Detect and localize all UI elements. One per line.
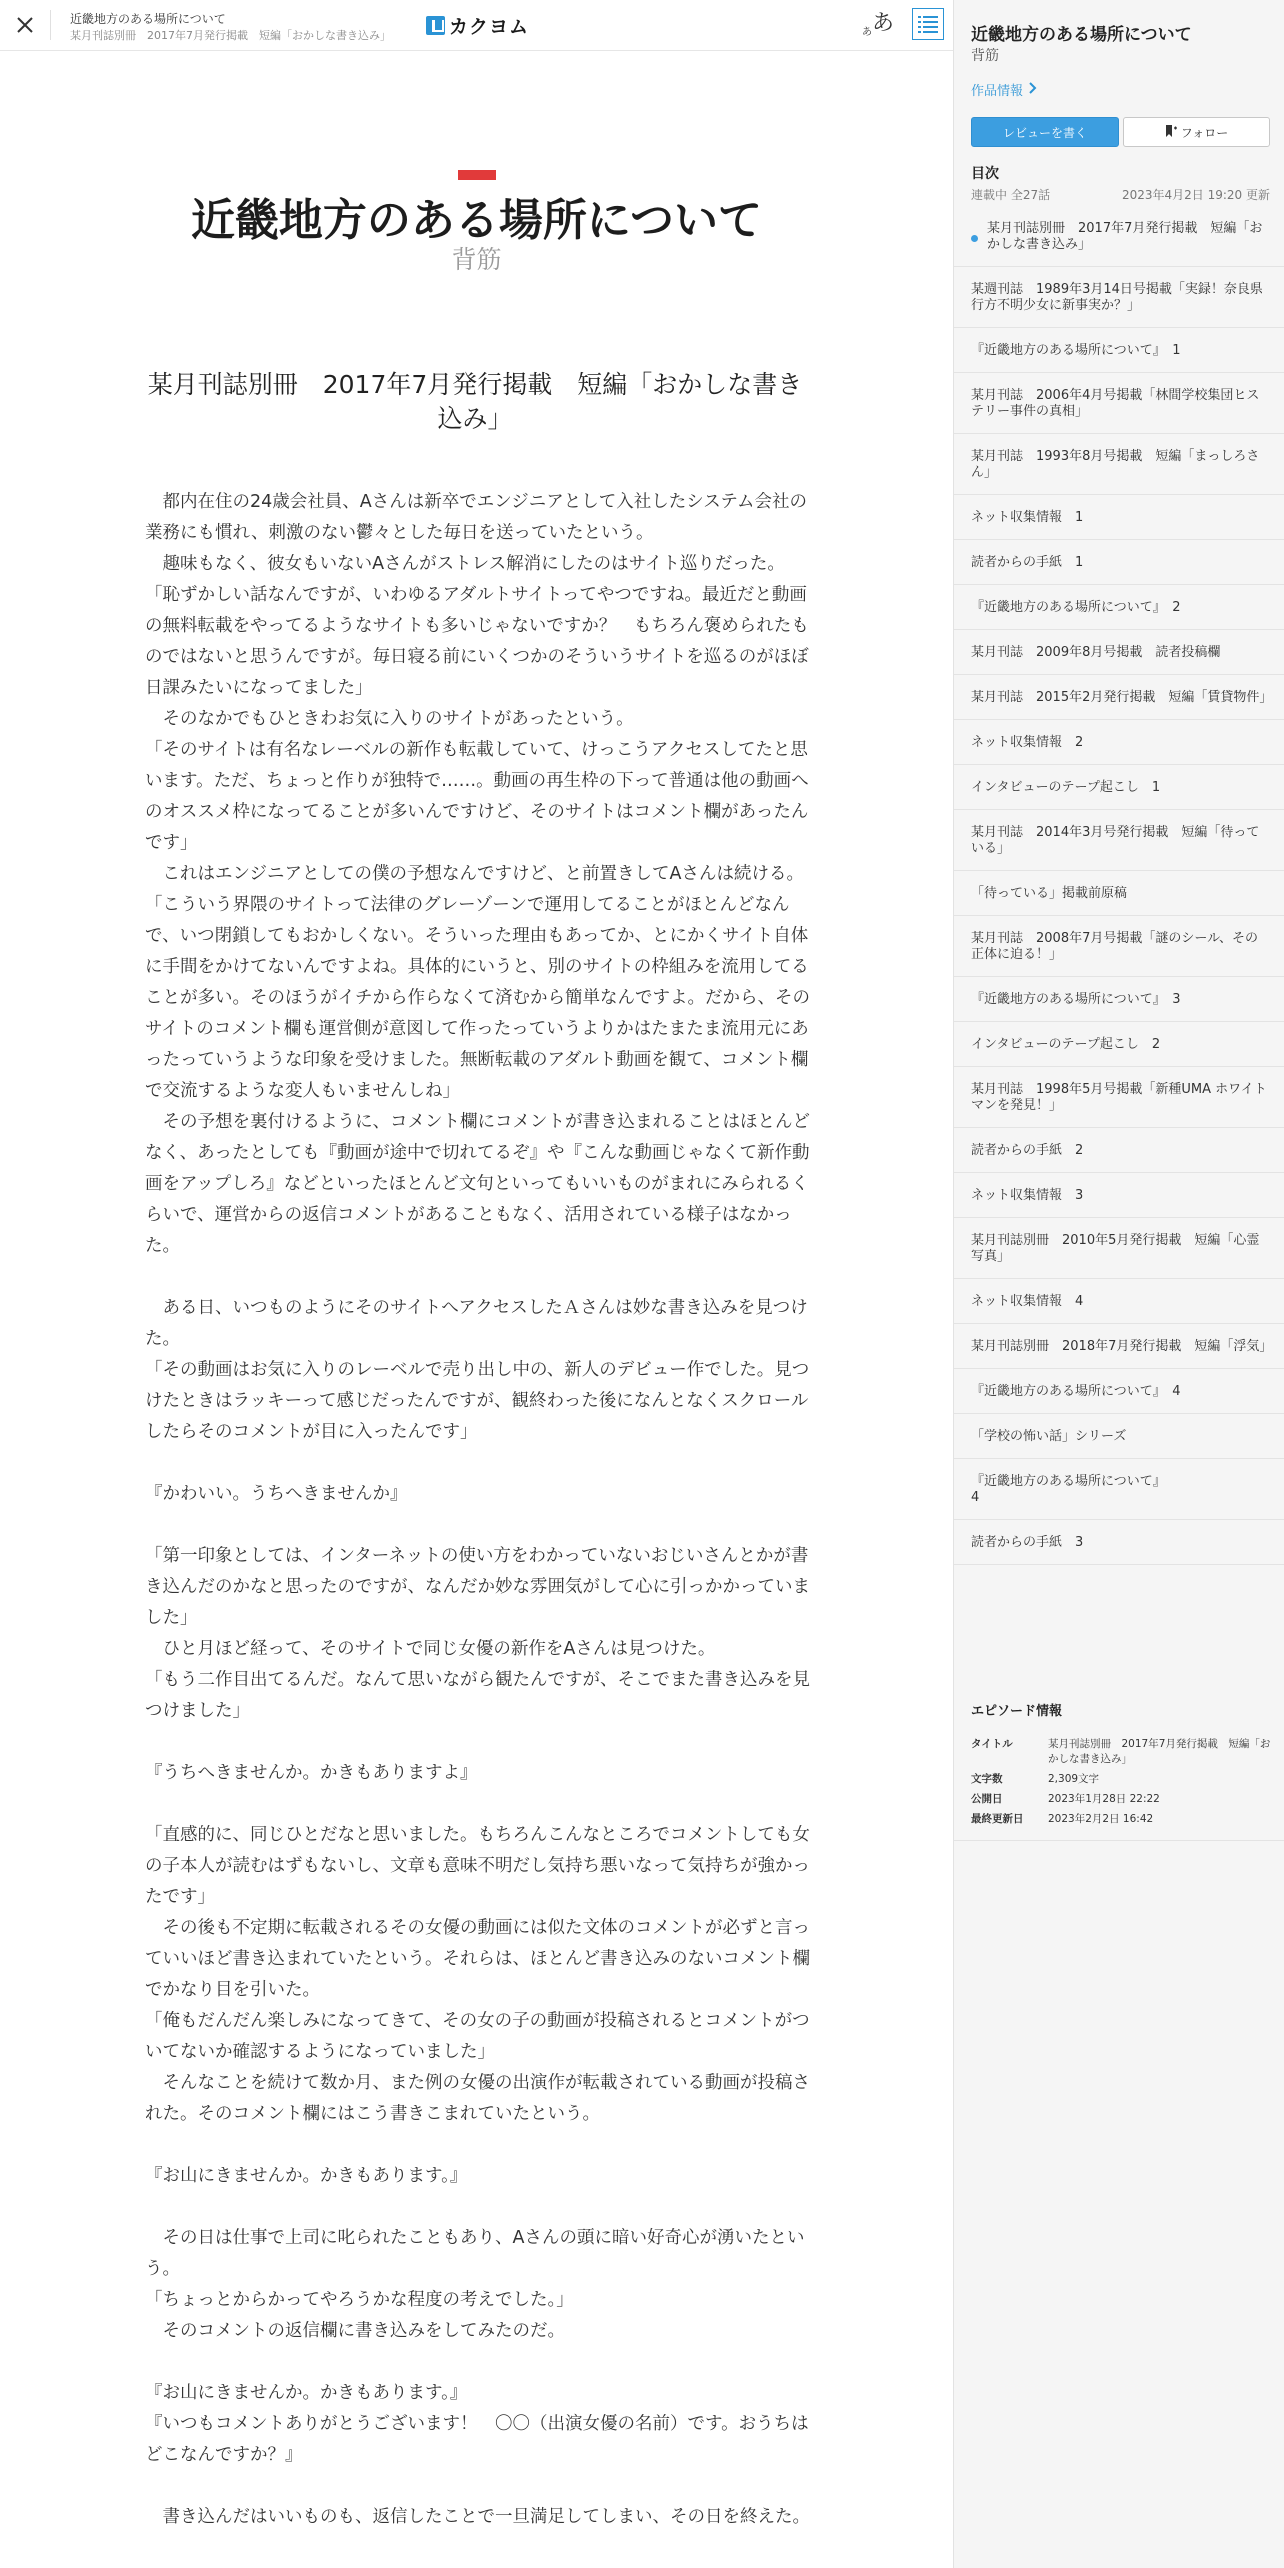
body-paragraph: そんなことを続けて数か月、また例の女優の出演作が転載されている動画が投稿された。そのコメント欄にはこう書きこまれていたという。	[145, 2073, 810, 2124]
toc-item[interactable]	[954, 585, 1284, 630]
follow-label: フォロー	[1180, 125, 1229, 140]
current-episode-dot-icon	[971, 235, 978, 242]
body-paragraph: 都内在住の24歳会社員、Aさんは新卒でエンジニアとして入社したシステム会社の業務にも慣れ、刺激のない鬱々とした毎日を送っていたという。	[145, 492, 808, 543]
body-paragraph: ひと月ほど経って、そのサイトで同じ女優の新作をAさんは見つけた。	[145, 1639, 716, 1659]
follow-button[interactable]	[1123, 117, 1270, 147]
font-size-button[interactable]	[862, 12, 898, 38]
body-paragraph: その予想を裏付けるように、コメント欄にコメントが書き込まれることはほとんどなく、あったとしても『動画が途中で切れてるぞ』や『こんな動画じゃなくて新作動画をアップしろ』などといったほとんど文句といってもいいものがまれにみられるくらいで、運営からの返信コメントがあることもなく、活用されている様子はなかった。	[145, 1112, 810, 1256]
toc-item[interactable]	[954, 765, 1284, 810]
episode-info-row	[971, 1772, 1271, 1787]
logo-text: カクヨム	[449, 15, 530, 38]
sidebar-work-title[interactable]: 近畿地方のある場所について	[971, 25, 1192, 45]
body-paragraph	[145, 2130, 810, 2161]
episode-info-value: 2,309文字	[1048, 1773, 1100, 1785]
episode-info-value: 某月刊誌別冊 2017年7月発行掲載 短編「おかしな書き込み」	[1048, 1738, 1271, 1765]
toc-item[interactable]	[954, 1459, 1284, 1520]
toc-item[interactable]	[954, 630, 1284, 675]
body-paragraph: ある日、いつものようにそのサイトへアクセスしたＡさんは妙な書き込みを見つけた。	[145, 1298, 808, 1349]
toc-sidebar	[953, 0, 1284, 2568]
toc-item[interactable]	[954, 720, 1284, 765]
body-paragraph	[145, 2192, 810, 2223]
font-size-icon-small: あ	[862, 27, 872, 38]
toc-item-label: 某月刊誌別冊 2010年5月発行掲載 短編「心霊写真」	[971, 1233, 1260, 1264]
toc-item-label: 『近畿地方のある場所について』 4	[971, 1384, 1181, 1399]
toc-item[interactable]	[954, 1279, 1284, 1324]
toc-item[interactable]	[954, 1324, 1284, 1369]
toc-toggle-button[interactable]	[912, 8, 944, 40]
work-info-label: 作品情報	[971, 84, 1024, 99]
body-paragraph: 『いつもコメントありがとうございます！ 〇〇（出演女優の名前）です。おうちはどこなんですか？』	[145, 2414, 809, 2465]
episode-title-label: 某月刊誌別冊 2017年7月発行掲載 短編「おかしな書き込み」	[70, 29, 391, 42]
work-author[interactable]: 背筋	[451, 245, 502, 274]
toc-heading: 目次	[971, 166, 999, 182]
body-paragraph: 「もう二作目出てるんだ。なんて思いながら観たんですが、そこでまた書き込みを見つけました」	[145, 1670, 810, 1721]
body-paragraph: 書き込んだはいいものも、返信したことで一旦満足してしまい、その日を終えた。	[145, 2507, 810, 2527]
toc-item-label: 「学校の怖い話」シリーズ	[971, 1429, 1127, 1444]
toc-item-label: インタビューのテープ起こし 2	[971, 1037, 1161, 1052]
body-paragraph	[145, 2471, 810, 2502]
episode-info-value: 2023年1月28日 22:22	[1048, 1793, 1160, 1805]
toc-item-label: 某月刊誌 2009年8月号掲載 読者投稿欄	[971, 645, 1221, 660]
work-title-link[interactable]: 近畿地方のある場所について	[70, 12, 226, 26]
toc-item-label: 某月刊誌 1993年8月号掲載 短編「まっしろさん」	[971, 449, 1260, 480]
toc-item[interactable]	[954, 1414, 1284, 1459]
list-icon	[913, 15, 943, 33]
body-paragraph: 『かわいい。うちへきませんか』	[145, 1484, 408, 1504]
toc-item[interactable]	[954, 328, 1284, 373]
divider	[50, 10, 51, 40]
body-paragraph: 「こういう界隈のサイトって法律のグレーゾーンで運用してることがほとんどなんで、いつ閉鎖してもおかしくない。そういった理由もあってか、とにかくサイト自体に手間をかけてないんですよね。具体的にいうと、別のサイトの枠組みを流用してることが多い。そのほうがイチから作らなくて済むから簡単なんですよ。だから、そのサイトのコメント欄も運営側が意図して作ったっていうよりかはたまたま流用元にあったっていうような印象を受けました。無断転載のアダルト動画を観て、コメント欄で交流するような変人もいませんしね」	[145, 895, 810, 1101]
toc-list	[954, 206, 1284, 1565]
toc-item[interactable]	[954, 810, 1284, 871]
toc-item-label: 『近畿地方のある場所について』 4	[971, 1474, 1166, 1505]
toc-item-label: 某月刊誌別冊 2017年7月発行掲載 短編「おかしな書き込み」	[987, 221, 1263, 252]
episode-body	[145, 487, 810, 2533]
toc-item[interactable]	[954, 675, 1284, 720]
body-paragraph	[145, 1789, 810, 1820]
toc-item-label: インタビューのテープ起こし 1	[971, 780, 1161, 795]
toc-item-label: 『近畿地方のある場所について』 1	[971, 343, 1181, 358]
episode-info-row	[971, 1812, 1271, 1827]
toc-item[interactable]	[954, 373, 1284, 434]
chevron-right-icon	[1029, 82, 1037, 98]
toc-item-label: 某週刊誌 1989年3月14日号掲載「実録！奈良県行方不明少女に新事実か？」	[971, 282, 1263, 313]
episode-title: 某月刊誌別冊 2017年7月発行掲載 短編「おかしな書き込み」	[147, 370, 803, 433]
episode-info-key: タイトル	[971, 1738, 1013, 1750]
body-paragraph	[145, 1262, 810, 1293]
toc-item-label: 読者からの手紙 1	[971, 555, 1084, 570]
episode-info-key: 公開日	[971, 1793, 1003, 1805]
toc-item[interactable]	[954, 1218, 1284, 1279]
toc-item-label: 某月刊誌 2014年3月号発行掲載 短編「待っている」	[971, 825, 1260, 856]
body-paragraph: 「俺もだんだん楽しみになってきて、その女の子の動画が投稿されるとコメントがついてないか確認するようになっていました」	[145, 2011, 810, 2062]
body-paragraph	[145, 1727, 810, 1758]
toc-item-label: 読者からの手紙 2	[971, 1143, 1084, 1158]
kakuyomu-logo[interactable]	[426, 13, 529, 37]
episode-info-key: 文字数	[971, 1773, 1003, 1785]
toc-item-label: 『近畿地方のある場所について』 3	[971, 992, 1181, 1007]
body-paragraph: 趣味もなく、彼女もいないAさんがストレス解消にしたのはサイト巡りだった。	[145, 554, 785, 574]
body-paragraph: 「その動画はお気に入りのレーベルで売り出し中の、新人のデビュー作でした。見つけたときはラッキーって感じだったんですが、観終わった後になんとなくスクロールしたらそのコメントが目に入ったんです」	[145, 1360, 810, 1442]
body-paragraph: 『お山にきませんか。かきもあります。』	[145, 2166, 468, 2186]
episode-info-value: 2023年2月2日 16:42	[1048, 1813, 1154, 1825]
toc-status: 連載中 全27話	[971, 188, 1051, 202]
toc-item[interactable]	[954, 495, 1284, 540]
toc-item[interactable]	[954, 1369, 1284, 1414]
body-paragraph: その後も不定期に転載されるその女優の動画には似た文体のコメントが必ずと言っていいほど書き込まれていたという。それらは、ほとんど書き込みのないコメント欄でかなり目を引いた。	[145, 1918, 810, 2000]
episode-info-heading: エピソード情報	[971, 1704, 1063, 1719]
toc-item-label: 「待っている」掲載前原稿	[971, 886, 1128, 901]
toc-item[interactable]	[954, 1128, 1284, 1173]
body-paragraph: 「ちょっとからかってやろうかな程度の考えでした。」	[145, 2290, 574, 2310]
toc-item-label: ネット収集情報 3	[971, 1188, 1084, 1203]
body-paragraph	[145, 1510, 810, 1541]
toc-item[interactable]	[954, 977, 1284, 1022]
toc-item[interactable]	[954, 434, 1284, 495]
sidebar-author[interactable]: 背筋	[971, 48, 999, 64]
body-paragraph: 『うちへきませんか。かきもありますよ』	[145, 1763, 478, 1783]
divider	[954, 1840, 1284, 1841]
top-bar	[0, 0, 953, 51]
toc-item-label: 某月刊誌 2008年7月号掲載「謎のシール、その正体に迫る！」	[971, 931, 1259, 962]
write-review-button[interactable]: レビューを書く	[971, 117, 1119, 147]
font-size-icon-large: あ	[872, 11, 895, 36]
toc-item[interactable]	[954, 1022, 1284, 1067]
toc-item[interactable]	[954, 540, 1284, 585]
body-paragraph: その日は仕事で上司に叱られたこともあり、Aさんの頭に暗い好奇心が湧いたという。	[145, 2228, 805, 2279]
body-paragraph	[145, 2347, 810, 2378]
toc-item[interactable]	[954, 916, 1284, 977]
body-paragraph: そのコメントの返信欄に書き込みをしてみたのだ。	[145, 2321, 565, 2341]
accent-bar	[458, 170, 496, 180]
toc-item[interactable]	[954, 267, 1284, 328]
toc-item-label: 読者からの手紙 3	[971, 1535, 1084, 1550]
work-info-link[interactable]	[971, 80, 1037, 99]
toc-item-label: ネット収集情報 1	[971, 510, 1084, 525]
body-paragraph: 「直感的に、同じひとだなと思いました。もちろんこんなところでコメントしても女の子本人が読むはずもないし、文章も意味不明だし気持ち悪いなって気持ちが強かったです」	[145, 1825, 810, 1907]
close-icon	[12, 12, 38, 38]
body-paragraph: 「そのサイトは有名なレーベルの新作も転載していて、けっこうアクセスしてたと思います。ただ、ちょっと作りが独特で……。動画の再生枠の下って普通は他の動画へのオススメ枠になってることが多いんですけど、そのサイトはコメント欄があったんです」	[145, 740, 809, 853]
body-paragraph: 「第一印象としては、インターネットの使い方をわかっていないおじいさんとかが書き込んだのかなと思ったのですが、なんだか妙な雰囲気がして心に引っかかっていました」	[145, 1546, 810, 1628]
toc-item-label: 某月刊誌 2006年4月号掲載「林間学校集団ヒステリー事件の真相」	[971, 388, 1260, 419]
toc-item[interactable]	[954, 871, 1284, 916]
body-paragraph: 「恥ずかしい話なんですが、いわゆるアダルトサイトってやつですね。最近だと動画の無料転載をやってるようなサイトも多いじゃないですか？ もちろん褒められたものではないと思うんですが。毎日寝る前にいくつかのそういうサイトを巡るのがほぼ日課みたいになってました」	[145, 585, 809, 698]
toc-item-label: 『近畿地方のある場所について』 2	[971, 600, 1181, 615]
toc-item-label: 某月刊誌 1998年5月号掲載「新種UMA ホワイトマンを発見！」	[971, 1082, 1267, 1113]
episode-info-table	[971, 1737, 1271, 1832]
toc-item-label: 某月刊誌別冊 2018年7月発行掲載 短編「浮気」	[971, 1339, 1273, 1354]
toc-item[interactable]	[954, 1520, 1284, 1565]
toc-item-label: ネット収集情報 4	[971, 1294, 1084, 1309]
toc-item-label: 某月刊誌 2015年2月発行掲載 短編「賃貸物件」	[971, 690, 1273, 705]
episode-info-key: 最終更新日	[971, 1813, 1024, 1825]
toc-item[interactable]	[954, 206, 1284, 267]
work-title[interactable]: 近畿地方のある場所について	[190, 195, 763, 246]
body-paragraph: これはエンジニアとしての僕の予想なんですけど、と前置きしてAさんは続ける。	[145, 864, 805, 884]
toc-item[interactable]	[954, 1173, 1284, 1218]
bookmark-plus-icon	[1165, 125, 1177, 140]
episode-info-row	[971, 1792, 1271, 1807]
body-paragraph	[145, 1448, 810, 1479]
work-header	[0, 170, 953, 274]
toc-item[interactable]	[954, 1067, 1284, 1128]
logo-icon	[426, 16, 445, 35]
close-button[interactable]	[12, 12, 38, 38]
toc-updated: 2023年4月2日 19:20 更新	[1121, 188, 1270, 202]
body-paragraph: そのなかでもひときわお気に入りのサイトがあったという。	[145, 709, 634, 729]
episode-info-row	[971, 1737, 1271, 1767]
toc-item-label: ネット収集情報 2	[971, 735, 1084, 750]
body-paragraph: 『お山にきませんか。かきもあります。』	[145, 2383, 468, 2403]
